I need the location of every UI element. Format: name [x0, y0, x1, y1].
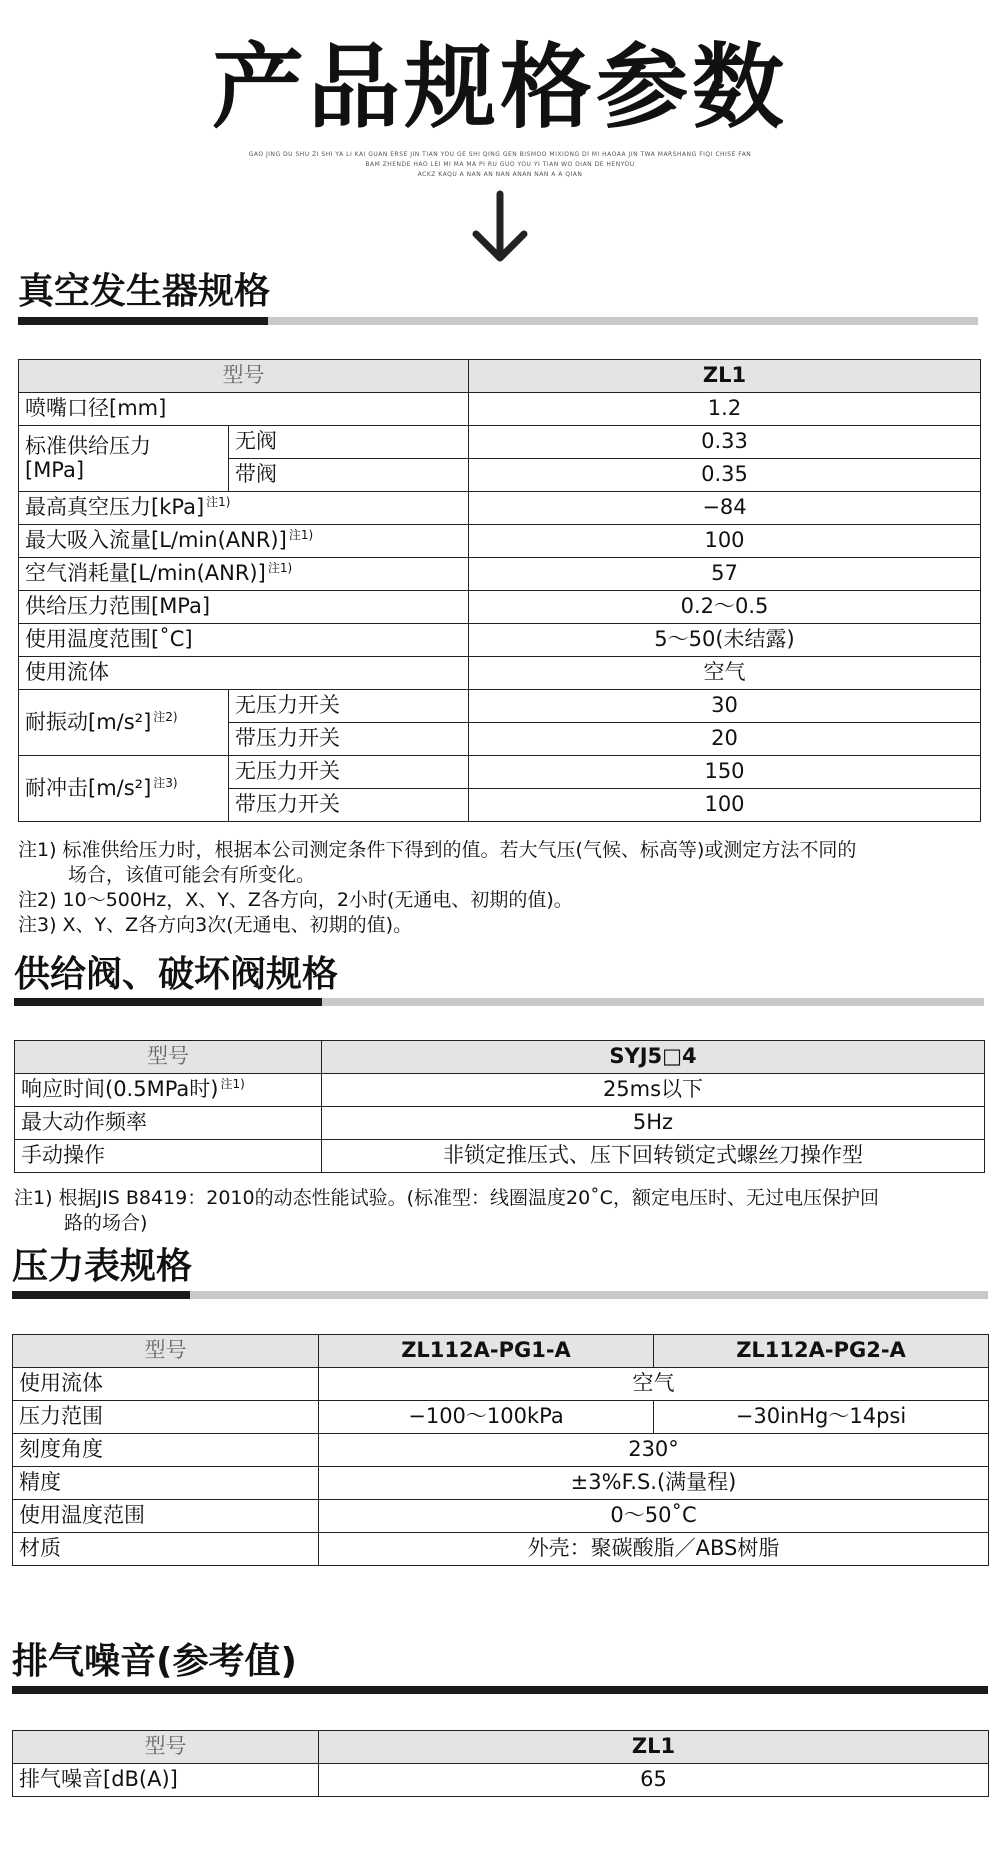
note-line: 注3) X、Y、Z各方向3次(无通电、初期的值)。 [18, 914, 413, 936]
row-label: 使用流体 [19, 657, 469, 690]
row-value: 空气 [469, 657, 981, 690]
row-value: 20 [469, 723, 981, 756]
row-value: 150 [469, 756, 981, 789]
row-label: 精度 [13, 1467, 319, 1500]
footnote-marker: 注1) [288, 528, 314, 543]
table-row [13, 1434, 989, 1467]
subtitle-line: BAM ZHENDE HAO LEI MI MA MA PI RU GUO YOU YI TIAN WO DIAN DE HENYOU [365, 161, 635, 168]
row-label: 空气消耗量[L/min(ANR)] $^{注1)}$ [19, 558, 469, 591]
table-header-row [13, 1731, 989, 1764]
table-row [19, 624, 981, 657]
row-value: 0～50˚C [319, 1500, 989, 1533]
row-value: 57 [469, 558, 981, 591]
footnote-marker: 注1) [220, 1077, 245, 1092]
row-sublabel: 无阀 [229, 426, 469, 459]
arrow-down-icon [470, 190, 530, 270]
row-sublabel: 带压力开关 [229, 789, 469, 822]
row-value: −30inHg～14psi [654, 1401, 989, 1434]
row-value: 25ms以下 [322, 1074, 985, 1107]
vacuum-notes [18, 838, 856, 938]
row-label: 使用温度范围[˚C] [19, 624, 469, 657]
row-value: −84 [469, 492, 981, 525]
table-row [15, 1140, 985, 1173]
note-line: 注2) 10～500Hz，X、Y、Z各方向，2小时(无通电、初期的值)。 [18, 889, 573, 911]
subtitle-line: GAO JING DU SHU ZI SHI YA LI KAI GUAN ERSE JIN TIAN YOU GE SHI QING GEN BISMOO MIXIONG DI MI HAOAA JIN TWA MARSHANG FIQI CHISE FAN [248, 151, 752, 158]
row-group-label: 耐振动[m/s²] $^{注2)}$ [19, 690, 229, 756]
table-row [13, 1401, 989, 1434]
row-label: 手动操作 [15, 1140, 322, 1173]
section-divider [12, 1291, 988, 1299]
table-header-row [19, 360, 981, 393]
header-model-1: ZL112A-PG1-A [319, 1335, 654, 1368]
header-label: 型号 [13, 1731, 319, 1764]
table-row [13, 1467, 989, 1500]
table-row [15, 1074, 985, 1107]
row-label: 响应时间(0.5MPa时) $^{注1)}$ [15, 1074, 322, 1107]
table-row [13, 1368, 989, 1401]
table-row [19, 690, 981, 723]
note-line: 路的场合) [64, 1212, 148, 1234]
footnote-marker: 注2) [153, 709, 178, 724]
header-model-2: ZL112A-PG2-A [654, 1335, 989, 1368]
table-row [19, 492, 981, 525]
row-value: 0.35 [469, 459, 981, 492]
row-label: 压力范围 [13, 1401, 319, 1434]
row-label: 最大动作频率 [15, 1107, 322, 1140]
row-value: −100～100kPa [319, 1401, 654, 1434]
row-value: 5Hz [322, 1107, 985, 1140]
section-title-vacuum: 真空发生器规格 [18, 271, 271, 312]
header-label: 型号 [13, 1335, 319, 1368]
table-row [15, 1107, 985, 1140]
row-value: 0.2～0.5 [469, 591, 981, 624]
table-row [19, 591, 981, 624]
row-label: 刻度角度 [13, 1434, 319, 1467]
header-label: 型号 [15, 1041, 322, 1074]
noise-spec-table [12, 1730, 989, 1797]
row-sublabel: 带阀 [229, 459, 469, 492]
row-value: 1.2 [469, 393, 981, 426]
table-row [13, 1500, 989, 1533]
row-group-label: 耐冲击[m/s²] $^{注3)}$ [19, 756, 229, 822]
row-label: 最高真空压力[kPa] $^{注1)}$ [19, 492, 469, 525]
header-model: ZL1 [469, 360, 981, 393]
section-title-noise: 排气噪音(参考值) [12, 1641, 297, 1682]
section-title-gauge: 压力表规格 [12, 1246, 193, 1287]
note-line: 注1) 标准供给压力时，根据本公司测定条件下得到的值。若大气压(气候、标高等)或测定方法不同的 [18, 839, 857, 861]
footnote-marker: 注1) [206, 495, 231, 510]
valve-notes [14, 1186, 879, 1236]
header-label: 型号 [19, 360, 469, 393]
table-row [19, 393, 981, 426]
footnote-marker: 注1) [267, 561, 293, 576]
valve-spec-table [14, 1040, 985, 1173]
subtitle-line: ACKZ KAQU A NAN AN NAN ANAN NAN A A QIAN [417, 171, 583, 178]
section-title-valve: 供给阀、破坏阀规格 [14, 954, 339, 995]
row-value: 外壳：聚碳酸脂／ABS树脂 [319, 1533, 989, 1566]
page-title: 产品规格参数 [211, 34, 788, 141]
row-sublabel: 无压力开关 [229, 690, 469, 723]
row-value: 100 [469, 789, 981, 822]
header-model: SYJ5□4 [322, 1041, 985, 1074]
row-label: 最大吸入流量[L/min(ANR)] $^{注1)}$ [19, 525, 469, 558]
row-value: 100 [469, 525, 981, 558]
row-group-label-line: 标准供给压力 [25, 434, 151, 459]
table-header-row [13, 1335, 989, 1368]
section-divider [14, 998, 984, 1006]
row-label: 使用温度范围 [13, 1500, 319, 1533]
table-row [19, 426, 981, 459]
table-header-row [15, 1041, 985, 1074]
table-row [13, 1533, 989, 1566]
table-row [19, 756, 981, 789]
note-line: 注1) 根据JIS B8419：2010的动态性能试验。(标准型：线圈温度20˚C，额定电压时、无过电压保护回 [14, 1187, 879, 1209]
table-row [13, 1764, 989, 1797]
header-model: ZL1 [319, 1731, 989, 1764]
row-value: 30 [469, 690, 981, 723]
row-label: 供给压力范围[MPa] [19, 591, 469, 624]
row-label: 材质 [13, 1533, 319, 1566]
row-value: 5～50(未结露) [469, 624, 981, 657]
table-row [19, 657, 981, 690]
row-value: ±3%F.S.(满量程) [319, 1467, 989, 1500]
row-sublabel: 无压力开关 [229, 756, 469, 789]
table-row [19, 525, 981, 558]
row-value: 65 [319, 1764, 989, 1797]
section-divider [18, 317, 978, 325]
row-label: 排气噪音[dB(A)] [13, 1764, 319, 1797]
row-sublabel: 带压力开关 [229, 723, 469, 756]
footnote-marker: 注3) [153, 775, 178, 790]
vacuum-spec-table [18, 359, 981, 822]
row-label: 使用流体 [13, 1368, 319, 1401]
row-group-label [19, 426, 229, 492]
gauge-spec-table [12, 1334, 989, 1566]
note-line: 场合，该值可能会有所变化。 [68, 864, 316, 886]
section-divider [12, 1686, 988, 1694]
row-label: 喷嘴口径[mm] [19, 393, 469, 426]
row-value: 空气 [319, 1368, 989, 1401]
table-row [19, 558, 981, 591]
row-value: 0.33 [469, 426, 981, 459]
row-group-label-line: [MPa] [25, 457, 85, 482]
row-value: 非锁定推压式、压下回转锁定式螺丝刀操作型 [322, 1140, 985, 1173]
row-value: 230° [319, 1434, 989, 1467]
